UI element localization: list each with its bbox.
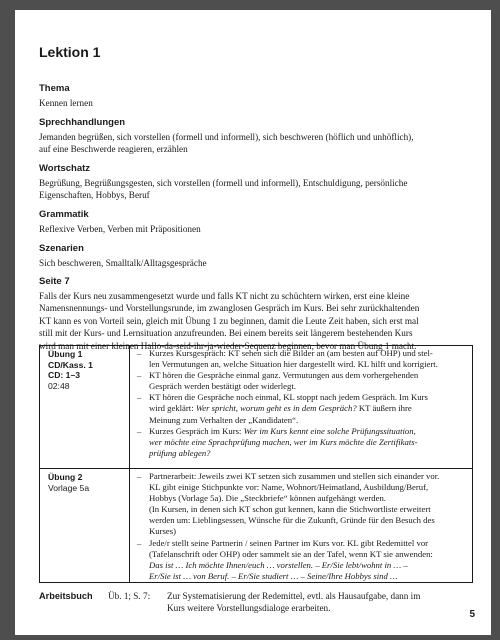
- lesson-title: Lektion 1: [39, 44, 101, 60]
- section-heading: Thema: [39, 83, 70, 94]
- section-text-line: Eigenschaften, Hobbys, Beruf: [39, 190, 150, 201]
- section-heading: Grammatik: [39, 209, 89, 220]
- section-text-line: Jemanden begrüßen, sich vorstellen (formell und informell), sich beschweren (höflich und unhöflich),: [39, 132, 414, 142]
- section-text: Sich beschweren, Smalltalk/Alltagsgespräche: [39, 258, 207, 268]
- track-label: CD: 1–3: [48, 370, 80, 381]
- table-row-uebung-1: [40, 346, 472, 468]
- duration-label: 02:48: [48, 380, 70, 391]
- document-page: [15, 10, 491, 635]
- template-label: Vorlage 5a: [48, 482, 90, 493]
- list-item: – KT hören die Gespräche noch einmal, KL stoppt nach jedem Gespräch. Im Kurs wird geklärt: Wer spricht, worum geht es in dem Gespräch? KT äußern ihre Meinung zum Verhalten der „Kandidaten“.: [137, 392, 428, 425]
- section-heading: Sprechhandlungen: [39, 117, 126, 128]
- paragraph-line: still mit der Kurs- und Lernsituation anzufreunden. Bei einem bereits seit längerem bestehenden Kurs: [39, 328, 413, 339]
- arbeitsbuch-reference: Üb. 1; S. 7:: [108, 591, 151, 601]
- exercise-label: Übung 1: [48, 349, 83, 359]
- page-number: 5: [469, 609, 475, 620]
- section-seite-7: [39, 276, 479, 352]
- section-text: Reflexive Verben, Verben mit Präpositionen: [39, 224, 201, 234]
- table-row-uebung-2: [40, 468, 472, 583]
- section-text: Kennen lernen: [39, 98, 93, 108]
- arbeitsbuch-label: Arbeitsbuch: [39, 591, 93, 601]
- list-item: – Kurzes Gespräch im Kurs: Wer im Kurs kennt eine solche Prüfungssituation, wer möchte eine Sprachprüfung machen, wer im Kurs möchte die Zertifikats- prüfung ablegen?: [137, 425, 418, 458]
- paragraph-line: Namensnennungs- und Vorstellungsrunde, im zwanglosen Gespräch im Kurs. Bei sehr zurückhaltenden: [39, 303, 420, 314]
- section-grammatik: [39, 209, 479, 235]
- paragraph-line: Falls der Kurs neu zusammengesetzt wurde und falls KT nicht zu schüchtern wirken, erst eine kleine: [39, 291, 410, 301]
- list-item: – Jede/r stellt seine Partnerin / seinen Partner im Kurs vor. KL gibt Redemittel vor (Tafelanschrift oder OHP) oder sammelt sie an der Tafel, wenn KT sie anwenden: Das ist … Ich möchte Ihnen/euch … vorstellen. – Er/Sie lebt/wohnt in … – Er/Sie ist … von Beruf. – Er/Sie studiert … – Seine/Ihre Hobbys sind …: [137, 537, 433, 581]
- section-heading: Seite 7: [39, 276, 70, 287]
- row-label-cell: [40, 469, 130, 583]
- row-content-cell: [137, 348, 469, 459]
- paragraph-line: KT kann es von Vorteil sein, gleich mit Übung 1 zu beginnen, damit die Leute Zeit haben, sich erst mal: [39, 315, 419, 326]
- section-heading: Szenarien: [39, 243, 84, 254]
- list-item: – Partnerarbeit: Jeweils zwei KT setzen sich zusammen und stellen sich einander vor. KL gibt einige Stichpunkte vor: Name, Wohnort/Heimatland, Ausbildung/Beruf, Hobbys (Vorlage 5a). Die „Steckbriefe“ können aufgehängt werden. (In Kursen, in denen sich KT schon gut kennen, kann die Stichwortliste erweitert werden um: Lieblingsessen, Wünsche für die Zukunft, Gründe für den Besuch des Kurses): [137, 471, 440, 537]
- exercise-table: [39, 345, 473, 583]
- section-text-line: auf eine Beschwerde reagieren, erzählen: [39, 144, 188, 155]
- media-label: CD/Kass. 1: [48, 359, 93, 370]
- list-item: – KT hören die Gespräche einmal ganz. Vermutungen aus dem vorhergehenden Gespräch werden bestätigt oder widerlegt.: [137, 370, 419, 392]
- exercise-label: Übung 2: [48, 472, 83, 482]
- row-label-cell: [40, 346, 130, 468]
- section-sprechhandlungen: [39, 117, 479, 156]
- section-heading: Wortschatz: [39, 163, 91, 174]
- list-item: – Kurzes Kursgespräch: KT sehen sich die Bilder an (am besten auf OHP) und stel- len Vermutungen an, welche Situation hier dargestellt wird. KL hilft und korrigiert.: [137, 348, 438, 370]
- section-wortschatz: [39, 163, 479, 202]
- row-content-cell: [137, 471, 469, 582]
- section-thema: [39, 83, 479, 109]
- section-szenarien: [39, 243, 479, 269]
- paragraph-line: wird man mit einer kleinen Hallo-da-seid-ihr-ja-wieder-Sequenz beginnen, bevor man Übung 1 macht.: [39, 340, 417, 351]
- section-text-line: Begrüßung, Begrüßungsgesten, sich vorstellen (formell und informell), Entschuldigung, persönliche: [39, 178, 408, 188]
- arbeitsbuch-text: Zur Systematisierung der Redemittel, evtl. als Hausaufgabe, dann im Kurs weitere Vorstellungsdialoge erarbeiten.: [167, 591, 421, 614]
